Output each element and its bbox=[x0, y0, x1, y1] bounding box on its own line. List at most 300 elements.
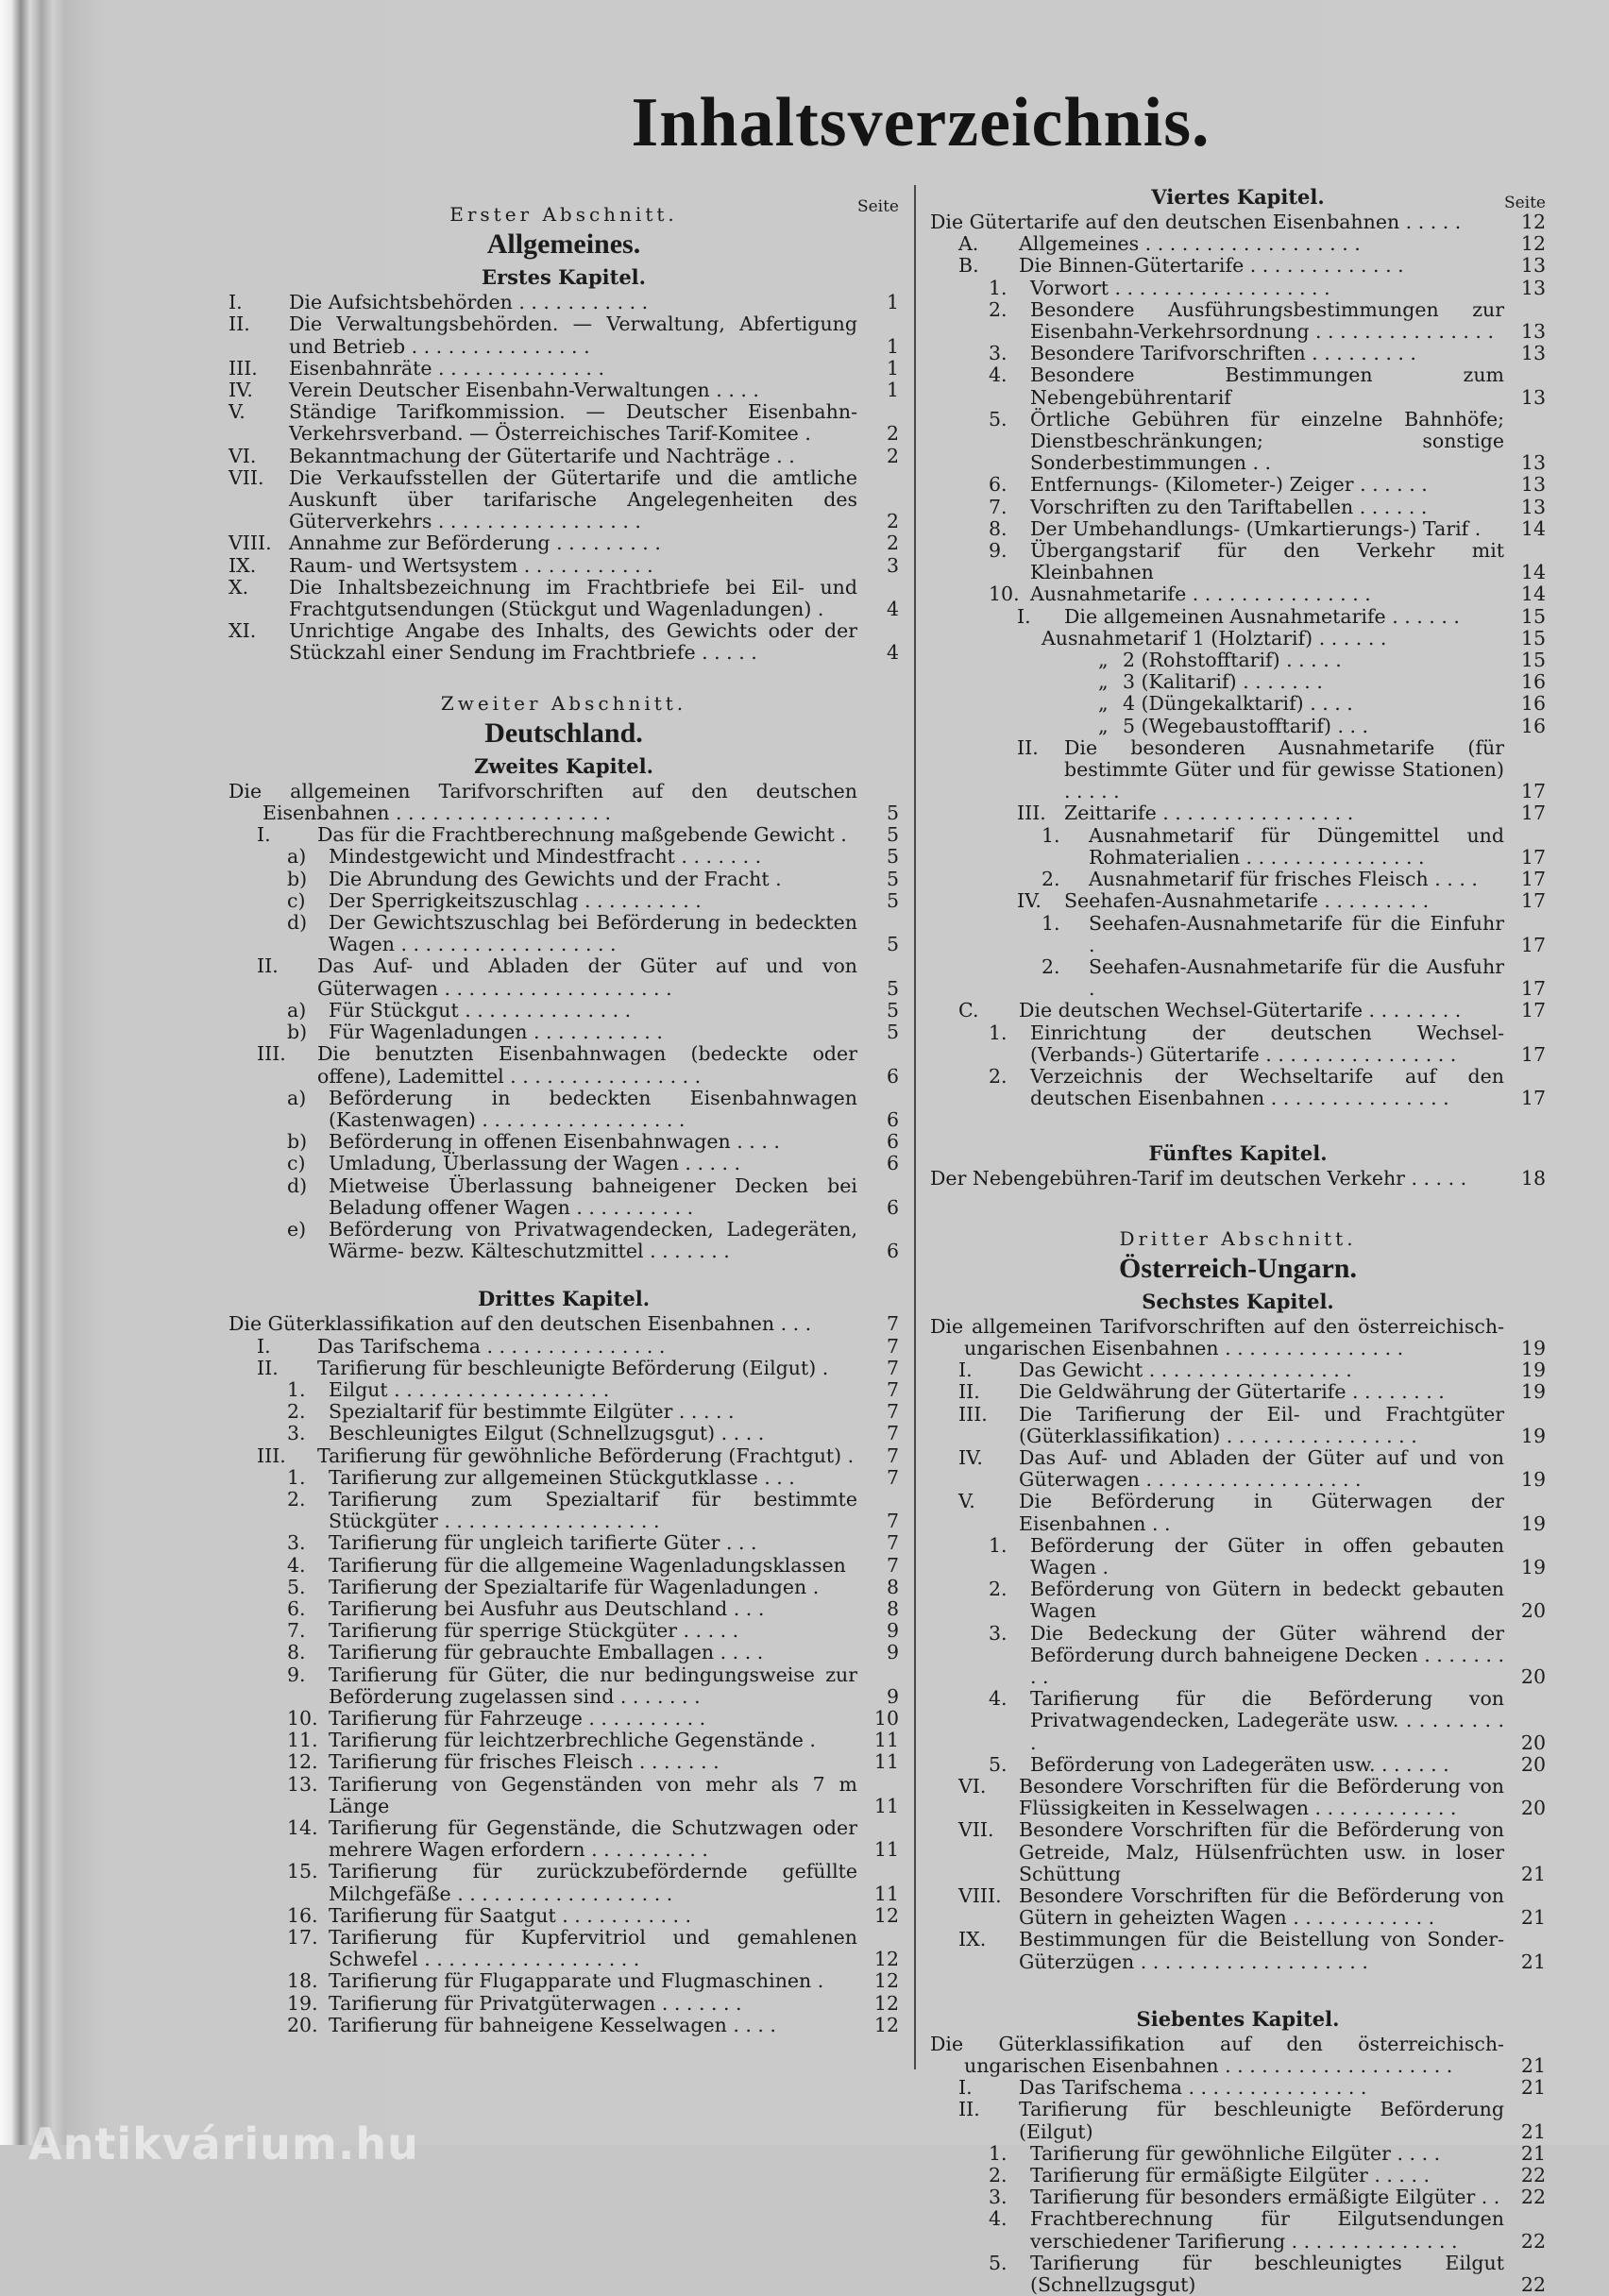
toc-entry bbox=[930, 1688, 1546, 1754]
toc-entry-text: Ausnahmetarif für frisches Fleisch . . . . bbox=[1089, 868, 1478, 891]
toc-entry bbox=[930, 1885, 1546, 1929]
toc-entry-text: Besondere Tarifvorschriften . . . . . . . . . bbox=[1030, 342, 1416, 365]
toc-entry-page: 1 bbox=[886, 291, 899, 314]
toc-entry-page: 13 bbox=[1520, 254, 1546, 278]
toc-entry-number: „ bbox=[1098, 714, 1109, 737]
toc-entry-page: 14 bbox=[1520, 516, 1546, 540]
toc-entry-text: Ausnahmetarif 1 (Holztarif) . . . . . . bbox=[1042, 626, 1387, 650]
toc-entry-number: 19. bbox=[287, 1991, 318, 2015]
toc-entry-page: 9 bbox=[886, 1619, 899, 1643]
toc-entry-page: 13 bbox=[1520, 451, 1546, 475]
toc-entry-text: Tarifierung für Güter, die nur bedingungsweise zur Beförderung zugelassen sind . . . . . . . bbox=[329, 1663, 857, 1708]
toc-entry-number: d) bbox=[287, 1173, 308, 1197]
toc-entry-text: Tarifierung für gewöhnliche Eilgüter . . . . bbox=[1030, 2141, 1441, 2165]
toc-entry-text: Tarifierung für die allgemeine Wagenladungsklassen bbox=[329, 1553, 846, 1577]
toc-entry-page: 17 bbox=[1520, 977, 1546, 1001]
toc-entry-number: 6. bbox=[287, 1596, 306, 1620]
toc-entry-page: 8 bbox=[886, 1596, 899, 1620]
toc-entry bbox=[930, 628, 1546, 650]
toc-entry bbox=[930, 2253, 1546, 2296]
toc-entry-page: 4 bbox=[886, 598, 899, 621]
toc-entry-text: Die Abrundung des Gewichts und der Fracht . bbox=[329, 867, 782, 890]
toc-entry-page: 16 bbox=[1520, 692, 1546, 716]
toc-entry-page: 12 bbox=[1520, 232, 1546, 256]
toc-entry-number: 10. bbox=[287, 1706, 318, 1730]
toc-entry bbox=[229, 1219, 899, 1262]
toc-entry-number: V. bbox=[958, 1490, 975, 1513]
toc-entry-number: VIII. bbox=[229, 532, 272, 555]
toc-entry-text: Spezialtarif für bestimmte Eilgüter . . . . . bbox=[329, 1400, 735, 1424]
toc-entry-number: 2. bbox=[989, 2164, 1008, 2187]
toc-entry-page: 12 bbox=[873, 1969, 899, 1993]
toc-entry-page: 5 bbox=[886, 933, 899, 956]
toc-entry-page: 16 bbox=[1520, 714, 1546, 737]
toc-entry-text: Annahme zur Beförderung . . . . . . . . . bbox=[289, 532, 661, 555]
toc-entry bbox=[229, 781, 899, 824]
toc-entry-number: II. bbox=[958, 2098, 980, 2121]
toc-entry-text: Örtliche Gebühren für einzelne Bahnhöfe; Dienstbeschränkungen; sonstige Sonderbestimmungen . . bbox=[1030, 407, 1504, 475]
toc-entry bbox=[229, 1467, 899, 1489]
toc-entry-page: 21 bbox=[1520, 2141, 1546, 2165]
toc-entry-page: 1 bbox=[886, 356, 899, 380]
toc-entry bbox=[229, 1664, 899, 1708]
toc-entry-text: Tarifierung für leichtzerbrechliche Gegenstände . bbox=[329, 1729, 816, 1752]
kapitel-4-list bbox=[930, 211, 1546, 1109]
toc-entry-text: Einrichtung der deutschen Wechsel- (Verbands-) Gütertarife . . . . . . . . . . . . . . . . bbox=[1030, 1021, 1504, 1066]
toc-entry-page: 19 bbox=[1520, 1511, 1546, 1535]
toc-entry bbox=[229, 869, 899, 890]
toc-entry-text: Die besonderen Ausnahmetarife (für bestimmte Güter und für gewisse Stationen) . . . . . bbox=[1064, 735, 1504, 803]
toc-entry-number: 9. bbox=[287, 1663, 306, 1686]
toc-entry-page: 7 bbox=[886, 1334, 899, 1358]
toc-entry-text: Die allgemeinen Tarifvorschriften auf den österreichisch-ungarischen Eisenbahnen . . . . . . . . . . . . . . . bbox=[930, 1314, 1504, 1359]
toc-entry-page: 11 bbox=[873, 1750, 899, 1774]
abschnitt-3-heading: Österreich-Ungarn. bbox=[1119, 1252, 1357, 1284]
toc-entry bbox=[229, 1905, 899, 1927]
toc-entry bbox=[930, 2099, 1546, 2142]
toc-entry-text: Verzeichnis der Wechseltarife auf den deutschen Eisenbahnen . . . . . . . . . . . . . . . bbox=[1030, 1064, 1504, 1110]
kapitel-3-list bbox=[229, 1313, 899, 2036]
toc-entry bbox=[930, 364, 1546, 408]
toc-entry-number: 8. bbox=[989, 516, 1008, 540]
toc-entry bbox=[930, 2165, 1546, 2186]
toc-entry-text: Beförderung der Güter in offen gebauten Wagen . bbox=[1030, 1533, 1504, 1578]
toc-entry-number: „ bbox=[1098, 692, 1109, 716]
toc-entry-page: 5 bbox=[886, 888, 899, 912]
toc-entry-text: Vorwort . . . . . . . . . . . . . . . . . . bbox=[1030, 276, 1330, 299]
toc-entry-number: 3. bbox=[287, 1422, 306, 1445]
toc-entry bbox=[229, 1131, 899, 1153]
toc-entry-number: 1. bbox=[989, 1021, 1008, 1044]
toc-entry bbox=[930, 1578, 1546, 1622]
toc-entry-number: 1. bbox=[989, 1533, 1008, 1557]
toc-entry-number: 2. bbox=[989, 297, 1008, 321]
toc-entry-number: 13. bbox=[287, 1772, 318, 1796]
toc-entry-number: 3. bbox=[287, 1531, 306, 1555]
toc-entry-number: I. bbox=[257, 1334, 271, 1358]
toc-entry-page: 6 bbox=[886, 1130, 899, 1154]
toc-entry bbox=[229, 1708, 899, 1730]
toc-entry bbox=[229, 1021, 899, 1043]
toc-entry-page: 5 bbox=[886, 1021, 899, 1044]
toc-entry-page: 13 bbox=[1520, 495, 1546, 518]
kapitel-1-list bbox=[229, 292, 899, 664]
abschnitt-1-heading: Allgemeines. bbox=[486, 228, 641, 261]
toc-entry-page: 6 bbox=[886, 1107, 899, 1131]
toc-entry-page: 5 bbox=[886, 867, 899, 890]
toc-entry-text: 5 (Wegebaustofftarif) . . . bbox=[1123, 714, 1369, 737]
toc-entry-page: 14 bbox=[1520, 582, 1546, 606]
toc-entry bbox=[930, 2208, 1546, 2252]
toc-entry-page: 7 bbox=[886, 1377, 899, 1401]
toc-entry-page: 19 bbox=[1520, 1380, 1546, 1404]
toc-entry-number: 11. bbox=[287, 1729, 318, 1752]
toc-entry-text: Tarifierung für die Beförderung von Privatwagendecken, Ladegeräte usw. . . . . . . . . . bbox=[1030, 1687, 1504, 1754]
toc-entry-text: Ausnahmetarife . . . . . . . . . . . . . . . bbox=[1030, 582, 1371, 606]
toc-entry-text: Tarifierung für beschleunigte Beförderung (Eilgut) bbox=[1019, 2098, 1504, 2143]
toc-entry-text: Beförderung von Gütern in bedeckt gebauten Wagen bbox=[1030, 1578, 1504, 1623]
toc-entry bbox=[930, 1316, 1546, 1359]
seite-label-right: Seite bbox=[1503, 194, 1546, 212]
toc-entry-text: Tarifierung für gewöhnliche Beförderung (Frachtgut) . bbox=[317, 1443, 855, 1467]
toc-entry-text: Umladung, Überlassung der Wagen . . . . . bbox=[329, 1152, 741, 1175]
toc-entry-number: 7. bbox=[989, 495, 1008, 518]
toc-entry bbox=[930, 671, 1546, 693]
toc-entry-page: 11 bbox=[873, 1838, 899, 1862]
toc-entry-text: Zeittarife . . . . . . . . . . . . . . . . bbox=[1064, 802, 1354, 825]
toc-entry-number: VIII. bbox=[958, 1884, 1002, 1908]
toc-entry bbox=[229, 1043, 899, 1087]
toc-entry bbox=[930, 716, 1546, 737]
toc-entry-page: 17 bbox=[1520, 780, 1546, 803]
toc-entry-text: 2 (Rohstofftarif) . . . . . bbox=[1123, 649, 1342, 672]
toc-entry-page: 20 bbox=[1520, 1797, 1546, 1820]
toc-entry-number: II. bbox=[257, 954, 279, 978]
toc-entry-text: Frachtberechnung für Eilgutsendungen verschiedener Tarifierung . . . . . . . . . . . . . . bbox=[1030, 2207, 1504, 2253]
toc-entry-number: „ bbox=[1098, 649, 1109, 672]
toc-entry-number: 18. bbox=[287, 1969, 318, 1993]
watermark: Antikvárium.hu bbox=[28, 2119, 419, 2169]
toc-entry-page: 17 bbox=[1520, 889, 1546, 913]
toc-entry-text: Tarifierung für gebrauchte Emballagen . . . . bbox=[329, 1641, 764, 1664]
toc-entry bbox=[229, 380, 899, 401]
toc-entry bbox=[229, 2015, 899, 2036]
toc-entry-number: 16. bbox=[287, 1903, 318, 1927]
toc-entry bbox=[930, 802, 1546, 824]
toc-entry-number: 15. bbox=[287, 1860, 318, 1883]
toc-entry-page: 11 bbox=[873, 1882, 899, 1905]
toc-entry-text: Besondere Vorschriften für die Beförderung von Getreide, Malz, Hülsenfrüchten usw. in loser Schüttung bbox=[1019, 1818, 1504, 1885]
toc-entry-text: Eilgut . . . . . . . . . . . . . . . . . . bbox=[329, 1377, 610, 1401]
toc-entry-page: 5 bbox=[886, 802, 899, 825]
toc-entry bbox=[229, 1970, 899, 1992]
toc-entry-text: Seehafen-Ausnahmetarife für die Ausfuhr . bbox=[1089, 954, 1504, 1001]
toc-entry-text: Tarifierung zum Spezialtarif für bestimmte Stückgüter . . . . . . . . . . . . . . . . . . bbox=[329, 1487, 857, 1533]
toc-entry-page: 18 bbox=[1520, 1167, 1546, 1190]
toc-entry-page: 5 bbox=[886, 998, 899, 1021]
toc-entry bbox=[229, 1927, 899, 1970]
toc-entry-page: 20 bbox=[1520, 1752, 1546, 1776]
toc-entry-page: 15 bbox=[1520, 649, 1546, 672]
toc-entry-page: 17 bbox=[1520, 933, 1546, 956]
toc-entry-number: 2. bbox=[989, 1064, 1008, 1088]
toc-entry-text: Die allgemeinen Ausnahmetarife . . . . . . bbox=[1064, 604, 1460, 628]
toc-entry bbox=[229, 467, 899, 533]
toc-entry bbox=[229, 1751, 899, 1773]
toc-entry-page: 4 bbox=[886, 641, 899, 665]
toc-entry bbox=[229, 1642, 899, 1663]
toc-entry-text: Tarifierung für besonders ermäßigte Eilgüter . . bbox=[1030, 2186, 1500, 2209]
toc-entry bbox=[229, 1313, 899, 1335]
toc-entry bbox=[930, 1754, 1546, 1776]
toc-entry-page: 17 bbox=[1520, 802, 1546, 825]
toc-entry-page: 21 bbox=[1520, 2119, 1546, 2143]
toc-entry-text: 4 (Düngekalktarif) . . . . bbox=[1123, 692, 1353, 716]
toc-entry-page: 19 bbox=[1520, 1336, 1546, 1359]
toc-entry-text: Besondere Ausführungsbestimmungen zur Eisenbahn-Verkehrsordnung . . . . . . . . . . . . . . . bbox=[1030, 297, 1504, 344]
toc-entry-number: IX. bbox=[958, 1928, 987, 1951]
toc-entry bbox=[930, 409, 1546, 475]
toc-entry-text: Die Gütertarife auf den deutschen Eisenbahnen . . . . . bbox=[930, 211, 1462, 233]
toc-entry-number: XI. bbox=[229, 619, 257, 643]
toc-entry bbox=[229, 1774, 899, 1817]
toc-entry bbox=[229, 555, 899, 577]
kapitel-1-heading: Erstes Kapitel. bbox=[482, 265, 646, 290]
toc-entry-number: 4. bbox=[989, 2207, 1008, 2231]
toc-entry-page: 16 bbox=[1520, 670, 1546, 694]
toc-entry-text: Besondere Vorschriften für die Beförderung von Gütern in geheizten Wagen . . . . . . . . . . . . bbox=[1019, 1884, 1504, 1930]
toc-entry-page: 7 bbox=[886, 1400, 899, 1424]
toc-entry-page: 15 bbox=[1520, 626, 1546, 650]
toc-entry bbox=[930, 497, 1546, 518]
toc-entry-number: a) bbox=[287, 1086, 307, 1109]
toc-entry bbox=[229, 1423, 899, 1444]
toc-entry-number: II. bbox=[257, 1356, 279, 1379]
toc-entry-page: 13 bbox=[1520, 342, 1546, 365]
toc-entry-number: C. bbox=[958, 999, 979, 1022]
toc-entry-text: Seehafen-Ausnahmetarife . . . . . . . . . bbox=[1064, 889, 1430, 913]
toc-entry-page: 17 bbox=[1520, 1087, 1546, 1110]
toc-entry bbox=[930, 693, 1546, 715]
toc-entry-page: 6 bbox=[886, 1195, 899, 1219]
toc-entry bbox=[229, 620, 899, 664]
toc-entry-text: Entfernungs- (Kilometer-) Zeiger . . . . . . bbox=[1030, 473, 1428, 497]
toc-entry-page: 17 bbox=[1520, 868, 1546, 891]
toc-entry bbox=[229, 1730, 899, 1751]
toc-entry-page: 20 bbox=[1520, 1664, 1546, 1688]
toc-entry bbox=[930, 2143, 1546, 2165]
toc-entry-page: 21 bbox=[1520, 1950, 1546, 1973]
toc-entry-text: Der Umbehandlungs- (Umkartierungs-) Tarif . bbox=[1030, 516, 1482, 540]
toc-entry-number: VII. bbox=[229, 465, 264, 489]
toc-entry-page: 6 bbox=[886, 1152, 899, 1175]
toc-entry bbox=[229, 1379, 899, 1401]
toc-entry-number: VI. bbox=[958, 1775, 987, 1798]
toc-entry-page: 19 bbox=[1520, 1424, 1546, 1447]
toc-entry-number: 4. bbox=[989, 363, 1008, 387]
kapitel-2-heading: Zweites Kapitel. bbox=[474, 753, 653, 778]
toc-entry-number: 17. bbox=[287, 1926, 318, 1950]
toc-entry-text: Raum- und Wertsystem . . . . . . . . . . . bbox=[289, 553, 653, 577]
toc-entry-number: I. bbox=[1017, 604, 1031, 628]
toc-entry bbox=[229, 1175, 899, 1219]
toc-entry-number: 5. bbox=[989, 1752, 1008, 1776]
toc-entry-text: Tarifierung für Privatgüterwagen . . . . . . . bbox=[329, 1991, 742, 2015]
toc-entry-number: III. bbox=[229, 356, 258, 380]
toc-entry-text: Bestimmungen für die Beistellung von Sonder-Güterzügen . . . . . . . . . . . . . . . . . . . bbox=[1019, 1928, 1504, 1973]
toc-entry-text: Beförderung in bedeckten Eisenbahnwagen (Kastenwagen) . . . . . . . . . . . . . . . . . bbox=[329, 1086, 857, 1131]
toc-entry-number: I. bbox=[229, 291, 243, 314]
toc-entry-page: 8 bbox=[886, 1575, 899, 1598]
toc-entry bbox=[930, 956, 1546, 1000]
toc-entry-page: 11 bbox=[873, 1794, 899, 1817]
toc-entry bbox=[229, 401, 899, 445]
toc-entry-text: Besondere Bestimmungen zum Nebengebührentarif bbox=[1030, 363, 1504, 409]
toc-entry bbox=[229, 1620, 899, 1642]
toc-entry-text: Das Tarifschema . . . . . . . . . . . . . . . bbox=[317, 1334, 666, 1358]
toc-entry bbox=[229, 1445, 899, 1467]
toc-entry-number: 2. bbox=[287, 1487, 306, 1511]
toc-entry-page: 13 bbox=[1520, 473, 1546, 497]
toc-entry-number: IX. bbox=[229, 553, 257, 577]
toc-entry bbox=[930, 825, 1546, 869]
toc-entry-page: 2 bbox=[886, 510, 899, 533]
toc-entry-number: 2. bbox=[1042, 868, 1060, 891]
toc-entry-number: III. bbox=[257, 1042, 286, 1066]
toc-entry-text: Beförderung in offenen Eisenbahnwagen . . . . bbox=[329, 1130, 780, 1154]
toc-entry bbox=[930, 1168, 1546, 1190]
toc-entry bbox=[930, 343, 1546, 364]
toc-entry-page: 22 bbox=[1520, 2164, 1546, 2187]
toc-entry bbox=[229, 912, 899, 955]
kapitel-7-list bbox=[930, 2034, 1546, 2296]
toc-entry bbox=[930, 1381, 1546, 1403]
toc-entry-number: a) bbox=[287, 998, 307, 1021]
toc-entry-number: 1. bbox=[287, 1377, 306, 1401]
toc-entry-number: III. bbox=[1017, 802, 1046, 825]
toc-entry bbox=[930, 1776, 1546, 1819]
toc-entry bbox=[229, 1489, 899, 1532]
toc-entry bbox=[229, 890, 899, 912]
toc-entry-text: Ausnahmetarif für Düngemittel und Rohmaterialien . . . . . . . . . . . . . . . bbox=[1089, 823, 1504, 869]
toc-entry-text: Das Auf- und Abladen der Güter auf und von Güterwagen . . . . . . . . . . . . . . . . . . . bbox=[317, 954, 857, 1000]
toc-entry-page: 9 bbox=[886, 1684, 899, 1708]
toc-entry-number: 8. bbox=[287, 1641, 306, 1664]
toc-entry-text: Das Tarifschema . . . . . . . . . . . . . . . bbox=[1019, 2076, 1367, 2100]
toc-entry-text: Tarifierung für Kupfervitriol und gemahlenen Schwefel . . . . . . . . . . . . . . . . . . bbox=[329, 1926, 857, 1971]
toc-entry bbox=[229, 846, 899, 868]
toc-entry-number: 1. bbox=[287, 1465, 306, 1489]
toc-entry-page: 17 bbox=[1520, 999, 1546, 1022]
toc-entry bbox=[229, 824, 899, 846]
toc-entry bbox=[930, 474, 1546, 496]
toc-entry-page: 7 bbox=[886, 1422, 899, 1445]
toc-entry bbox=[229, 1532, 899, 1554]
toc-entry bbox=[930, 1359, 1546, 1381]
toc-entry-page: 22 bbox=[1520, 2229, 1546, 2253]
toc-entry-page: 12 bbox=[1520, 211, 1546, 233]
toc-entry-number: IV. bbox=[1017, 889, 1042, 913]
toc-entry-number: II. bbox=[1017, 735, 1039, 759]
toc-entry-page: 1 bbox=[886, 379, 899, 402]
abschnitt-1-label: Erster Abschnitt. bbox=[449, 203, 678, 226]
toc-entry bbox=[930, 1623, 1546, 1689]
toc-entry-number: 2. bbox=[287, 1400, 306, 1424]
toc-entry-number: IV. bbox=[958, 1445, 983, 1469]
kapitel-2-list bbox=[229, 781, 899, 1262]
toc-entry-text: Der Gewichtszuschlag bei Beförderung in bedeckten Wagen . . . . . . . . . . . . . . . . . . bbox=[329, 911, 857, 956]
toc-entry-number: a) bbox=[287, 845, 307, 869]
toc-entry-page: 6 bbox=[886, 1240, 899, 1263]
toc-entry-page: 20 bbox=[1520, 1599, 1546, 1623]
toc-entry-text: Tarifierung für zurückzubefördernde gefüllte Milchgefäße . . . . . . . . . . . . . . . . . . bbox=[329, 1860, 857, 1905]
toc-entry bbox=[930, 583, 1546, 605]
toc-entry bbox=[930, 1022, 1546, 1066]
kapitel-5-list bbox=[930, 1168, 1546, 1190]
toc-entry-page: 22 bbox=[1520, 2273, 1546, 2296]
toc-entry-text: Die Bedeckung der Güter während der Beförderung durch bahneigene Decken . . . . . . . . . bbox=[1030, 1621, 1504, 1688]
toc-entry-text: Die Verwaltungsbehörden. — Verwaltung, Abfertigung und Betrieb . . . . . . . . . . . . . . . bbox=[289, 312, 857, 358]
toc-entry-text: Mindestgewicht und Mindestfracht . . . . . . . bbox=[329, 845, 762, 869]
toc-entry-number: 3. bbox=[989, 342, 1008, 365]
toc-entry-text: Die Geldwährung der Gütertarife . . . . . . . . bbox=[1019, 1380, 1445, 1404]
toc-entry-page: 7 bbox=[886, 1531, 899, 1555]
toc-entry-text: Vorschriften zu den Tariftabellen . . . . . . bbox=[1030, 495, 1428, 518]
toc-entry-text: Die Güterklassifikation auf den österreichisch-ungarischen Eisenbahnen . . . . . . . . . . . . . . . . . . . bbox=[930, 2032, 1504, 2078]
toc-entry-text: Tarifierung für ungleich tarifierte Güter . . . bbox=[329, 1531, 757, 1555]
toc-entry-number: 10. bbox=[989, 582, 1020, 606]
toc-entry-number: d) bbox=[287, 911, 308, 935]
toc-entry-text: Tarifierung für Flugapparate und Flugmaschinen . bbox=[329, 1969, 824, 1993]
toc-entry-page: 2 bbox=[886, 422, 899, 446]
toc-entry-number: c) bbox=[287, 1152, 306, 1175]
toc-entry-number: III. bbox=[257, 1443, 286, 1467]
toc-entry-text: Die Tarifierung der Eil- und Frachtgüter (Güterklassifikation) . . . . . . . . . . . . . . . . bbox=[1019, 1402, 1504, 1447]
toc-entry bbox=[930, 1000, 1546, 1021]
toc-entry-number: 1. bbox=[989, 276, 1008, 299]
toc-entry-page: 3 bbox=[886, 553, 899, 577]
toc-entry-page: 7 bbox=[886, 1553, 899, 1577]
toc-entry-page: 7 bbox=[886, 1356, 899, 1379]
toc-entry bbox=[229, 1153, 899, 1174]
toc-entry-page: 17 bbox=[1520, 845, 1546, 869]
toc-entry-number: V. bbox=[229, 400, 246, 424]
toc-entry-page: 15 bbox=[1520, 604, 1546, 628]
seite-label-left: Seite bbox=[856, 197, 899, 216]
toc-entry-page: 14 bbox=[1520, 561, 1546, 584]
toc-entry bbox=[930, 1535, 1546, 1578]
toc-entry bbox=[930, 233, 1546, 255]
toc-entry-number: 9. bbox=[989, 539, 1008, 563]
toc-entry-text: Der Sperrigkeitszuschlag . . . . . . . . . . bbox=[329, 888, 702, 912]
toc-entry-text: Verein Deutscher Eisenbahn-Verwaltungen . . . . bbox=[289, 379, 759, 402]
toc-entry bbox=[229, 955, 899, 999]
toc-entry-text: Tarifierung für frisches Fleisch . . . . . . . bbox=[329, 1750, 720, 1774]
toc-entry-number: b) bbox=[287, 1021, 308, 1044]
toc-entry-number: B. bbox=[958, 254, 979, 278]
toc-entry bbox=[930, 1929, 1546, 1972]
toc-entry bbox=[229, 313, 899, 357]
toc-entry-page: 2 bbox=[886, 444, 899, 467]
toc-entry bbox=[229, 1000, 899, 1021]
toc-entry bbox=[930, 2034, 1546, 2077]
toc-entry bbox=[930, 255, 1546, 277]
toc-entry-text: Die allgemeinen Tarifvorschriften auf den deutschen Eisenbahnen . . . . . . . . . . . . . . . . . . bbox=[229, 779, 857, 825]
toc-entry-number: 2. bbox=[989, 1578, 1008, 1601]
toc-entry-page: 20 bbox=[1520, 1730, 1546, 1754]
toc-entry-page: 21 bbox=[1520, 2054, 1546, 2078]
toc-entry-text: Eisenbahnräte . . . . . . . . . . . . . . bbox=[289, 356, 604, 380]
